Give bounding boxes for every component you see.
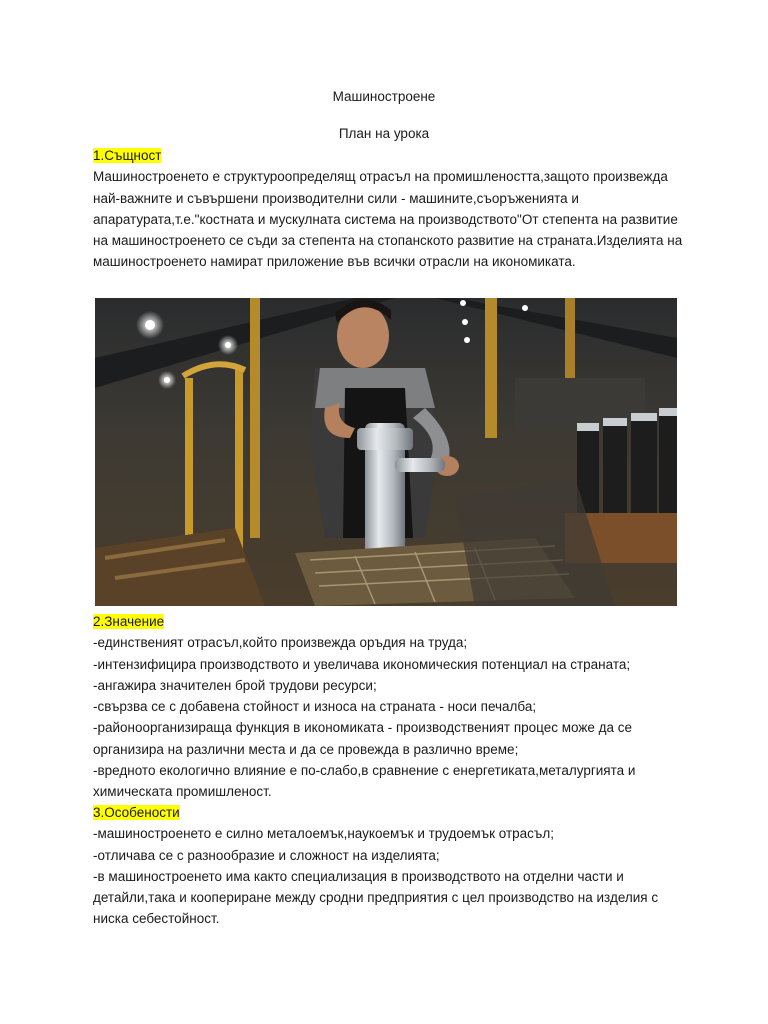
section-heading-features: 3.Особености (93, 805, 180, 820)
list-item: -районоорганизираща функция в икономиката - производственият процес може да се организира на различни места и да се провежда в различно време; (93, 720, 633, 757)
section-heading-essence: 1.Същност (93, 148, 162, 163)
document-subtitle: План на урока (338, 126, 430, 141)
section-essence (93, 145, 683, 273)
list-item: -ангажира значителен брой трудови ресурси; (93, 677, 377, 693)
section-paragraph-essence: Машиностроенето е структуроопределящ отрасъл на промишлеността,защото произвежда най-важните и съвършени производителни сили - машините,съоръженията и апаратурата,т.е."костната и мускулната система на производството"От степента на развитие на машиностроенето се съди за степента на стопанското развитие на страната.Изделията на машиностроенето намират приложение във всички отрасли на икономиката. (93, 169, 683, 270)
section-features (93, 802, 683, 930)
list-item: -единственият отрасъл,който произвежда оръдия на труда; (93, 635, 468, 651)
factory-worker-photo (95, 298, 677, 606)
section-heading-significance: 2.Значение (93, 614, 165, 629)
section-significance (93, 611, 683, 803)
list-item: -машиностроенето е силно металоемък,наукоемък и трудоемък отрасъл; (93, 826, 554, 842)
list-item: -отличава се с разнообразие и сложност на изделията; (93, 847, 440, 863)
list-item: -свързва се с добавена стойност и износа на страната - носи печалба; (93, 699, 537, 715)
document-title: Машиностроене (332, 89, 436, 104)
list-item: -интензифицира производството и увеличава икономическия потенциал на страната; (93, 656, 631, 672)
list-item: -вредното екологично влияние е по-слабо,в сравнение с енергетиката,металургията и химическата промишленост. (93, 763, 636, 800)
list-item: -в машиностроенето има както специализация в производството на отделни части и детайли,така и коопериране между сродни предприятия с цел производство на изделия с ниска себестойност. (93, 868, 659, 927)
